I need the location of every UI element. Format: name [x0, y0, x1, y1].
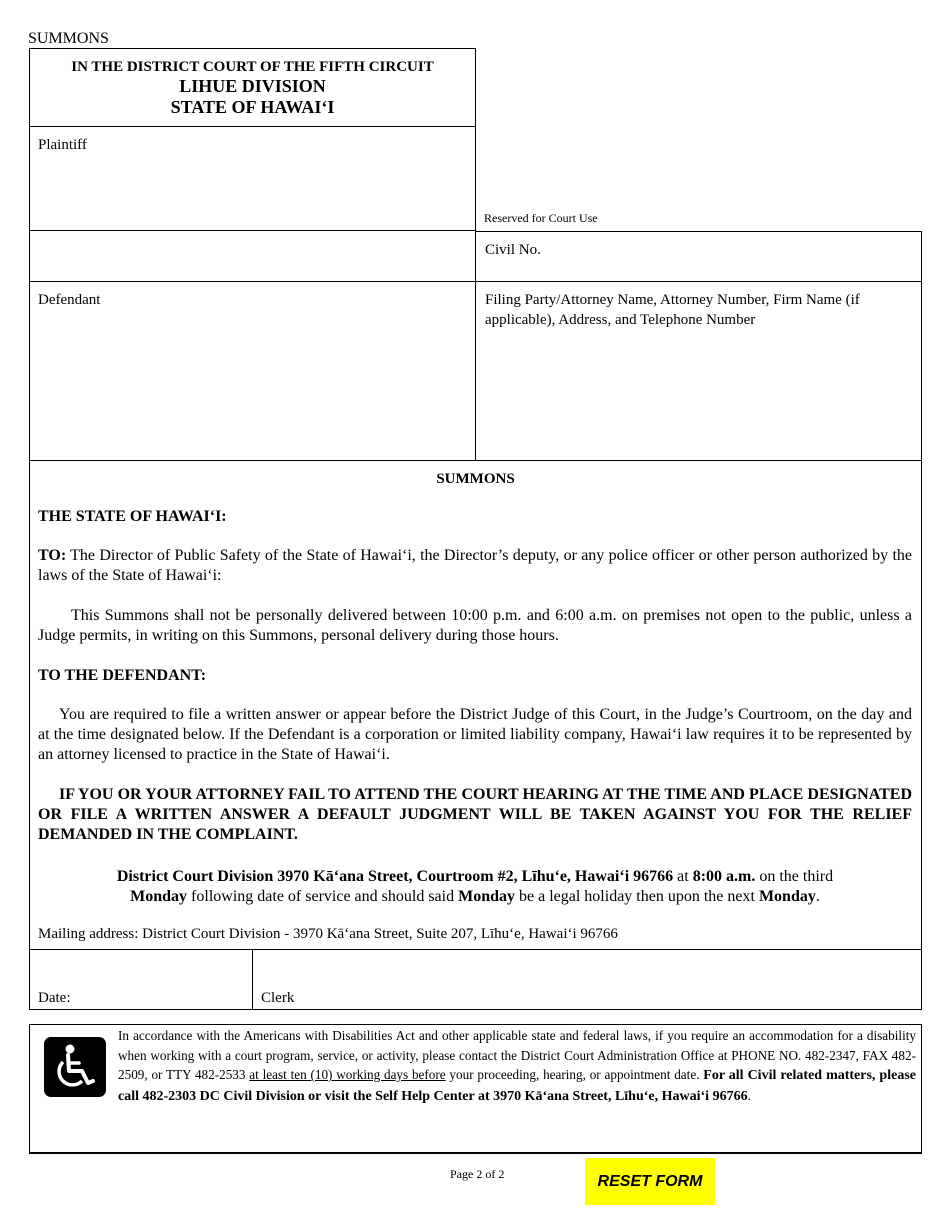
ada-notice	[29, 1024, 922, 1154]
plaintiff-divider	[29, 230, 476, 231]
court-line-2: LIHUE DIVISION	[179, 76, 326, 96]
location-time: 8:00 a.m.	[692, 868, 756, 885]
ada-bold-text: For all Civil related matters, please call 482-2303 DC Civil Division or visit the Self Help Center at 3970 Kā‘ana Street, Līhu‘e, Hawai‘i 96766	[118, 1068, 916, 1104]
defendant-paragraph: You are required to file a written answer or appear before the District Judge of this Court, in the Judge’s Courtroom, on the day and at the time designated below. If the Defendant is a corporation or limited liability company, Hawai‘i law requires it to be represented by an attorney licensed to practice in the State of Hawai‘i.	[38, 706, 912, 763]
defendant-box[interactable]	[29, 281, 476, 461]
monday-3: Monday	[758, 888, 816, 905]
summons-heading: SUMMONS	[436, 471, 515, 487]
clerk-box[interactable]	[252, 949, 922, 1010]
ada-end: .	[747, 1087, 751, 1103]
ada-text-b: your proceeding, hearing, or appointment date.	[445, 1067, 704, 1082]
mailing-address: Mailing address: District Court Division - 3970 Kā‘ana Street, Suite 207, Līhu‘e, Hawai‘i 96766	[38, 926, 618, 942]
location-at: at	[673, 868, 693, 885]
accessibility-icon	[44, 1037, 106, 1097]
to-paragraph	[38, 546, 912, 586]
reset-form-button[interactable]: RESET FORM	[585, 1158, 715, 1205]
monday-2: Monday	[458, 888, 515, 905]
court-header	[29, 48, 476, 127]
page-number: Page 2 of 2	[450, 1167, 505, 1181]
court-line-3: STATE OF HAWAI‘I	[170, 97, 335, 117]
ada-underlined: at least ten (10) working days before	[249, 1067, 446, 1082]
date-label: Date:	[38, 990, 71, 1006]
delivery-paragraph: This Summons shall not be personally delivered between 10:00 p.m. and 6:00 a.m. on premises not open to the public, unless a Judge permits, in writing on this Summons, personal delivery during those hours.	[38, 607, 912, 644]
date-box[interactable]	[29, 949, 253, 1010]
holiday-text: be a legal holiday then upon the next	[515, 888, 759, 905]
location-address: District Court Division 3970 Kā‘ana Street, Courtroom #2, Līhu‘e, Hawai‘i 96766	[116, 868, 674, 885]
civil-no-box[interactable]	[475, 231, 922, 282]
period: .	[815, 888, 820, 905]
to-label: TO:	[38, 547, 67, 564]
filing-party-box[interactable]	[475, 281, 922, 461]
location-paragraph	[38, 867, 912, 907]
form-label: SUMMONS	[28, 30, 109, 47]
plaintiff-box[interactable]	[29, 126, 476, 282]
defendant-heading: TO THE DEFENDANT:	[38, 667, 207, 684]
warning-paragraph: IF YOU OR YOUR ATTORNEY FAIL TO ATTEND THE COURT HEARING AT THE TIME AND PLACE DESIGNATED OR FILE A WRITTEN ANSWER A DEFAULT JUDGMENT WILL BE TAKEN AGAINST YOU FOR THE RELIEF DEMANDED IN THE COMPLAINT.	[38, 786, 912, 843]
state-heading: THE STATE OF HAWAI‘I:	[38, 508, 227, 525]
defendant-label: Defendant	[38, 292, 101, 308]
ada-text-a: In accordance with the Americans with Disabilities Act and other applicable state and federal laws, if you require an accommodation for a disability when working with a court program, service, or activity, please contact the District Court Administration Office at PHONE NO. 482-2347, FAX 482-2509, or TTY 482-2533	[118, 1028, 916, 1082]
to-text: The Director of Public Safety of the State of Hawai‘i, the Director’s deputy, or any police officer or other person authorized by the laws of the State of Hawai‘i:	[38, 547, 912, 584]
location-on-third: on the third	[755, 868, 834, 885]
plaintiff-label: Plaintiff	[38, 137, 87, 153]
reserved-label: Reserved for Court Use	[484, 211, 598, 225]
ada-text	[118, 1026, 916, 1106]
civil-no-label: Civil No.	[485, 242, 541, 258]
filing-party-label: Filing Party/Attorney Name, Attorney Number, Firm Name (if applicable), Address, and Telephone Number	[485, 292, 860, 328]
monday-1: Monday	[130, 888, 188, 905]
following-text: following date of service and should said	[187, 888, 459, 905]
court-line-1: IN THE DISTRICT COURT OF THE FIFTH CIRCUIT	[71, 59, 434, 75]
clerk-label: Clerk	[261, 990, 295, 1006]
